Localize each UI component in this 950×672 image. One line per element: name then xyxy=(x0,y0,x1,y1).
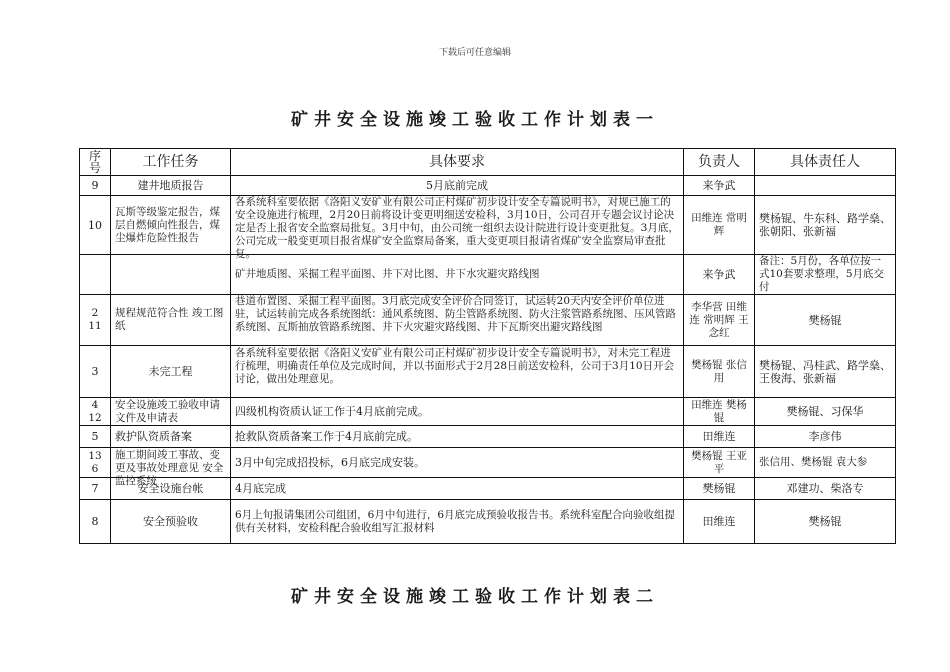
row-owner: 樊杨锟 xyxy=(684,478,755,500)
table-row xyxy=(80,295,896,346)
row-no: 4 12 xyxy=(80,398,111,426)
row-no: 8 xyxy=(80,500,111,544)
table-row xyxy=(80,196,896,255)
row-owner: 来争武 xyxy=(684,255,755,295)
col-header-task: 工作任务 xyxy=(111,149,231,176)
header-note: 下载后可任意编辑 xyxy=(438,48,511,58)
row-no: 2 11 xyxy=(80,295,111,346)
row-requirement xyxy=(231,196,684,260)
col-header-requirement: 具体要求 xyxy=(231,149,684,176)
row-task: 救护队资质备案 xyxy=(111,426,231,448)
row-requirement-text: 各系统科室要依据《洛阳义安矿业有限公司正村煤矿初步设计安全专篇说明书》，对未完工程进行梳理，明确责任单位及完成时间，并以书面形式于2月28日前送安检科，公司于3月10日开会讨论，做出处理意见。 xyxy=(235,346,675,385)
row-owner: 田维连 xyxy=(684,500,755,544)
row-owner: 李华营 田维连 常明辉 王念红 xyxy=(684,295,755,346)
row-no xyxy=(80,255,111,295)
table-header-row xyxy=(80,149,896,176)
row-requirement: 6月上旬报请集团公司组团，6月中旬进行，6月底完成预验收报告书。系统科室配合向验收组提供有关材料，安检科配合验收组写汇报材料 xyxy=(231,500,684,544)
table-title-1: 矿井安全设施竣工验收工作计划表一 xyxy=(291,110,659,130)
table-row xyxy=(80,176,896,196)
row-requirement xyxy=(231,346,684,398)
row-no: 13 6 xyxy=(80,448,111,478)
row-owner: 来争武 xyxy=(684,176,755,196)
row-task: 未完工程 xyxy=(111,346,231,398)
row-no: 3 xyxy=(80,346,111,398)
row-staff: 李彦伟 xyxy=(755,426,896,448)
row-staff: 樊杨锟、习保华 xyxy=(755,398,896,426)
row-task: 规程规范符合性 竣工图纸 xyxy=(111,295,231,346)
row-task: 建井地质报告 xyxy=(111,176,231,196)
row-requirement: 5月底前完成 xyxy=(231,176,684,196)
table-row xyxy=(80,426,896,448)
row-owner: 田维连 xyxy=(684,426,755,448)
row-task xyxy=(111,448,231,487)
row-owner: 樊杨锟 张信用 xyxy=(684,346,755,398)
col-header-staff: 具体责任人 xyxy=(755,149,896,176)
row-owner: 田维连 樊杨锟 xyxy=(684,398,755,426)
table-row xyxy=(80,255,896,295)
col-header-owner: 负责人 xyxy=(684,149,755,176)
table-title-2: 矿井安全设施竣工验收工作计划表二 xyxy=(291,587,659,607)
work-plan-table xyxy=(79,148,896,544)
row-requirement: 抢救队资质备案工作于4月底前完成。 xyxy=(231,426,684,448)
row-task: 安全预验收 xyxy=(111,500,231,544)
row-staff: 张信用、樊杨锟 袁大参 xyxy=(755,448,896,478)
row-no: 10 xyxy=(80,196,111,255)
col-header-no: 序号 xyxy=(80,149,111,176)
table-row xyxy=(80,346,896,398)
row-requirement: 3月中旬完成招投标，6月底完成安装。 xyxy=(231,448,684,478)
row-requirement: 矿井地质图、采掘工程平面图、井下对比图、井下水灾避灾路线图 xyxy=(231,255,684,295)
row-requirement xyxy=(231,295,684,346)
row-requirement: 4月底完成 xyxy=(231,478,684,500)
row-task: 瓦斯等级鉴定报告，煤层自燃倾向性报告，煤尘爆炸危险性报告 xyxy=(111,196,231,255)
row-requirement: 四级机构资质认证工作于4月底前完成。 xyxy=(231,398,684,426)
row-staff: 备注：5月份，各单位按一式10套要求整理，5月底交付 xyxy=(755,255,896,295)
row-no: 5 xyxy=(80,426,111,448)
row-staff: 樊杨锟、冯桂武、路学燊、王俊海、张新福 xyxy=(755,346,896,398)
row-no: 7 xyxy=(80,478,111,500)
row-owner: 樊杨锟 王亚平 xyxy=(684,448,755,478)
table-row xyxy=(80,500,896,544)
table-row xyxy=(80,398,896,426)
table-row xyxy=(80,448,896,478)
row-requirement-text: 巷道布置图、采掘工程平面图。3月底完成安全评价合同签订，试运转20天内安全评价单位进驻，试运转前完成各系统图纸：通风系统图、防尘管路系统图、防火注浆管路系统图、压风管路系统图、瓦斯抽放管路系统图、井下火灾避灾路线图、井下瓦斯突出避灾路线图 xyxy=(235,295,676,333)
row-task: 安全设施竣工验收申请文件及申请表 xyxy=(111,398,231,426)
row-task xyxy=(111,255,231,295)
row-no: 9 xyxy=(80,176,111,196)
row-staff: 邓建功、柴洛专 xyxy=(755,478,896,500)
row-staff: 樊杨锟 xyxy=(755,295,896,346)
row-task: 安全设施台帐 xyxy=(111,478,231,500)
row-task-text: 施工期间竣工事故、变更及事故处理意见 安全监控系统 xyxy=(115,448,224,487)
row-owner: 田维连 常明辉 xyxy=(684,196,755,255)
row-staff xyxy=(755,176,896,196)
row-staff: 樊杨锟 xyxy=(755,500,896,544)
row-staff: 樊杨锟、牛东科、路学燊、张朝阳、张新福 xyxy=(755,196,896,255)
table-row xyxy=(80,478,896,500)
row-requirement-text: 各系统科室要依据《洛阳义安矿业有限公司正村煤矿初步设计安全专篇说明书》，对规已施工的安全设施进行梳理，2月20日前将设计变更明细送安检科，3月10日，公司召开专题会议讨论决定是否上报省安全监察局批复。3月中旬，由公司统一组织去设计院进行设计变更批复。3月底，公司完成一般变更项目报省煤矿安全监察局备案，重大变更项目报请省煤矿安全监察局审查批复。 xyxy=(235,196,679,260)
